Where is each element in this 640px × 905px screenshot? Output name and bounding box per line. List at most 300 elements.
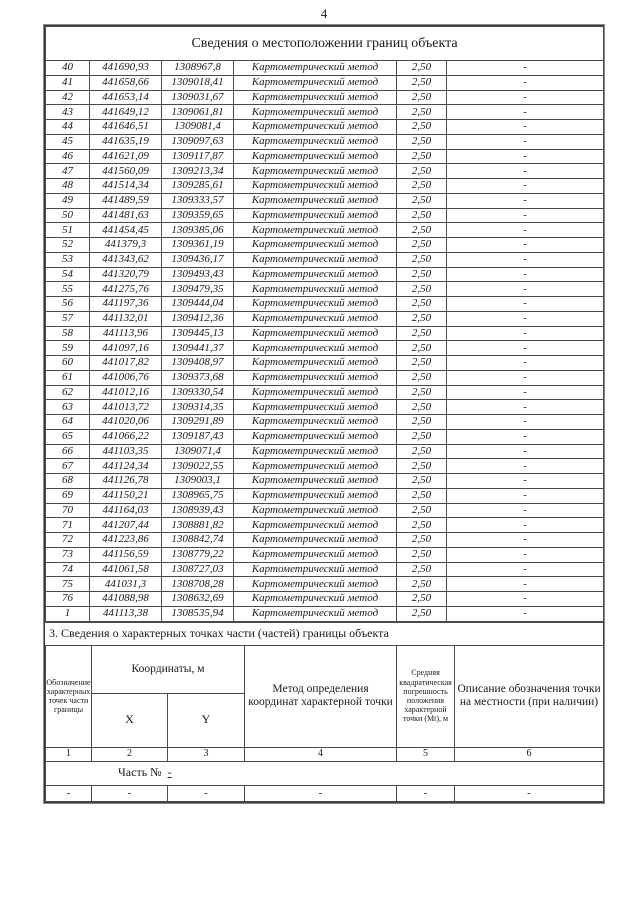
- table-cell: 2,50: [397, 326, 447, 341]
- table-cell: 2,50: [397, 474, 447, 489]
- table-cell: 2,50: [397, 179, 447, 194]
- table-cell: Картометрический метод: [234, 90, 397, 105]
- table-cell: -: [447, 488, 604, 503]
- table-cell: Картометрический метод: [234, 592, 397, 607]
- part-label: Часть №: [118, 765, 162, 780]
- table-row: [46, 134, 604, 149]
- table-cell: 441061,58: [90, 562, 162, 577]
- header-description: Описание обозначения точки на местности (при наличии): [455, 645, 604, 747]
- table-cell: 1308967,8: [162, 61, 234, 76]
- table-row: [46, 179, 604, 194]
- table-cell: 64: [46, 415, 90, 430]
- table-cell: 1309479,35: [162, 282, 234, 297]
- table-cell: 1309071,4: [162, 444, 234, 459]
- table-cell: 69: [46, 488, 90, 503]
- table-cell: 1309081,4: [162, 120, 234, 135]
- table-cell: 1309385,06: [162, 223, 234, 238]
- table-cell: 1: [46, 606, 90, 621]
- table-cell: 74: [46, 562, 90, 577]
- table-cell: -: [447, 577, 604, 592]
- table-row: [46, 415, 604, 430]
- table-cell: 2,50: [397, 149, 447, 164]
- table-row: [46, 606, 604, 621]
- table-cell: 2,50: [397, 503, 447, 518]
- header-row-top: [46, 645, 604, 693]
- table-cell: 54: [46, 267, 90, 282]
- table-cell: 441454,45: [90, 223, 162, 238]
- table-cell: 72: [46, 533, 90, 548]
- table-cell: 1309314,35: [162, 400, 234, 415]
- table-cell: 2,50: [397, 533, 447, 548]
- table-cell: 1309436,17: [162, 252, 234, 267]
- table-cell: 2,50: [397, 208, 447, 223]
- table-cell: -: [447, 370, 604, 385]
- header-x: X: [92, 693, 168, 747]
- table-cell: Картометрический метод: [234, 208, 397, 223]
- table-cell: -: [447, 474, 604, 489]
- table-cell: -: [447, 311, 604, 326]
- table-cell: 441156,59: [90, 547, 162, 562]
- table-row: [46, 252, 604, 267]
- table-cell: 66: [46, 444, 90, 459]
- table-cell: -: [447, 208, 604, 223]
- table-cell: 441017,82: [90, 356, 162, 371]
- table-cell: 441635,19: [90, 134, 162, 149]
- table-cell: Картометрический метод: [234, 459, 397, 474]
- table-cell: 2,50: [397, 341, 447, 356]
- table-cell: 1309373,68: [162, 370, 234, 385]
- table-cell: Картометрический метод: [234, 356, 397, 371]
- empty-cell: -: [168, 785, 245, 801]
- table-row: [46, 385, 604, 400]
- table-cell: Картометрический метод: [234, 606, 397, 621]
- table-cell: -: [447, 75, 604, 90]
- table-cell: 41: [46, 75, 90, 90]
- table-row: [46, 547, 604, 562]
- table-cell: 441275,76: [90, 282, 162, 297]
- boundary-points-rows: [46, 61, 604, 622]
- empty-cell: -: [397, 785, 455, 801]
- col-number: 3: [168, 747, 245, 761]
- table-cell: 1309361,19: [162, 238, 234, 253]
- table-cell: 47: [46, 164, 90, 179]
- table-cell: Картометрический метод: [234, 311, 397, 326]
- table-cell: 1309213,34: [162, 164, 234, 179]
- table-row: [46, 444, 604, 459]
- table-cell: Картометрический метод: [234, 297, 397, 312]
- table-cell: -: [447, 341, 604, 356]
- table-cell: 2,50: [397, 488, 447, 503]
- table-cell: 1309444,04: [162, 297, 234, 312]
- table-cell: 1309441,37: [162, 341, 234, 356]
- table-cell: 441150,21: [90, 488, 162, 503]
- table-cell: 1308727,03: [162, 562, 234, 577]
- table-cell: 2,50: [397, 238, 447, 253]
- table-row: [46, 474, 604, 489]
- table-cell: -: [447, 282, 604, 297]
- table-cell: 71: [46, 518, 90, 533]
- table-cell: 44: [46, 120, 90, 135]
- table-cell: 59: [46, 341, 90, 356]
- table-row: [46, 562, 604, 577]
- table-cell: 1309412,36: [162, 311, 234, 326]
- table-cell: Картометрический метод: [234, 252, 397, 267]
- table-cell: 2,50: [397, 592, 447, 607]
- table-cell: 1308881,82: [162, 518, 234, 533]
- table-cell: 2,50: [397, 444, 447, 459]
- table-row: [46, 105, 604, 120]
- table-cell: Картометрический метод: [234, 164, 397, 179]
- header-method: Метод определения координат характерной точки: [245, 645, 397, 747]
- table-cell: -: [447, 385, 604, 400]
- table-cell: 48: [46, 179, 90, 194]
- table-cell: Картометрический метод: [234, 105, 397, 120]
- table-cell: 2,50: [397, 90, 447, 105]
- table-cell: 1309022,55: [162, 459, 234, 474]
- table-cell: 2,50: [397, 120, 447, 135]
- table-cell: 1309445,13: [162, 326, 234, 341]
- table-cell: 63: [46, 400, 90, 415]
- table-cell: Картометрический метод: [234, 562, 397, 577]
- table-cell: 76: [46, 592, 90, 607]
- table-cell: -: [447, 547, 604, 562]
- table-cell: Картометрический метод: [234, 267, 397, 282]
- section2-title: Сведения о местоположении границ объекта: [46, 27, 604, 61]
- table-row: [46, 400, 604, 415]
- table-row: [46, 311, 604, 326]
- table-cell: Картометрический метод: [234, 341, 397, 356]
- table-row: [46, 164, 604, 179]
- table-cell: 441690,93: [90, 61, 162, 76]
- table-cell: 441164,03: [90, 503, 162, 518]
- table-cell: 441207,44: [90, 518, 162, 533]
- table-cell: 1309018,41: [162, 75, 234, 90]
- table-cell: 75: [46, 577, 90, 592]
- part-number-cell: [46, 761, 604, 785]
- table-cell: 55: [46, 282, 90, 297]
- table-cell: 50: [46, 208, 90, 223]
- table-cell: -: [447, 179, 604, 194]
- header-y: Y: [168, 693, 245, 747]
- table-cell: 67: [46, 459, 90, 474]
- table-cell: 441649,12: [90, 105, 162, 120]
- table-row: [46, 326, 604, 341]
- table-cell: -: [447, 252, 604, 267]
- table-cell: 1309285,61: [162, 179, 234, 194]
- table-cell: 1309187,43: [162, 429, 234, 444]
- table-cell: 441223,86: [90, 533, 162, 548]
- table-cell: -: [447, 415, 604, 430]
- table-cell: 1309493,43: [162, 267, 234, 282]
- table-cell: 441646,51: [90, 120, 162, 135]
- table-cell: Картометрический метод: [234, 193, 397, 208]
- table-cell: 1308632,69: [162, 592, 234, 607]
- table-cell: 70: [46, 503, 90, 518]
- table-cell: -: [447, 90, 604, 105]
- table-cell: Картометрический метод: [234, 120, 397, 135]
- table-cell: 441489,59: [90, 193, 162, 208]
- table-cell: 1309330,54: [162, 385, 234, 400]
- table-cell: Картометрический метод: [234, 134, 397, 149]
- table-cell: 43: [46, 105, 90, 120]
- empty-cell: -: [455, 785, 604, 801]
- table-cell: 441124,34: [90, 459, 162, 474]
- table-cell: 56: [46, 297, 90, 312]
- empty-values-row: [46, 785, 604, 801]
- table-cell: 2,50: [397, 282, 447, 297]
- document-table-block: [44, 25, 604, 803]
- table-row: [46, 149, 604, 164]
- table-cell: Картометрический метод: [234, 149, 397, 164]
- table-cell: 2,50: [397, 518, 447, 533]
- table-row: [46, 488, 604, 503]
- table-row: [46, 503, 604, 518]
- table-cell: 441113,38: [90, 606, 162, 621]
- table-cell: 1309291,89: [162, 415, 234, 430]
- table-cell: 441031,3: [90, 577, 162, 592]
- table-row: [46, 61, 604, 76]
- header-designation: Обозначение характерных точек части границы: [46, 645, 92, 747]
- table-cell: -: [447, 267, 604, 282]
- table-cell: 65: [46, 429, 90, 444]
- table-cell: 441012,16: [90, 385, 162, 400]
- table-cell: Картометрический метод: [234, 75, 397, 90]
- table-row: [46, 429, 604, 444]
- table-cell: 441006,76: [90, 370, 162, 385]
- table-cell: 441126,78: [90, 474, 162, 489]
- table-cell: 42: [46, 90, 90, 105]
- table-cell: -: [447, 533, 604, 548]
- table-cell: 2,50: [397, 164, 447, 179]
- table-cell: -: [447, 429, 604, 444]
- table-cell: 2,50: [397, 547, 447, 562]
- col-number: 6: [455, 747, 604, 761]
- table-row: [46, 297, 604, 312]
- table-cell: Картометрический метод: [234, 488, 397, 503]
- column-numbers-row: [46, 747, 604, 761]
- table-cell: Картометрический метод: [234, 238, 397, 253]
- table-cell: Картометрический метод: [234, 370, 397, 385]
- table-cell: 2,50: [397, 311, 447, 326]
- table-row: [46, 223, 604, 238]
- table-cell: 46: [46, 149, 90, 164]
- table-cell: 58: [46, 326, 90, 341]
- table-cell: 68: [46, 474, 90, 489]
- table-cell: 60: [46, 356, 90, 371]
- table-cell: -: [447, 134, 604, 149]
- table-cell: 51: [46, 223, 90, 238]
- empty-cell: -: [92, 785, 168, 801]
- table-cell: 40: [46, 61, 90, 76]
- table-cell: 441020,06: [90, 415, 162, 430]
- table-row: [46, 341, 604, 356]
- table-cell: Картометрический метод: [234, 518, 397, 533]
- part-number-row: [46, 761, 604, 785]
- table-cell: 45: [46, 134, 90, 149]
- table-cell: 2,50: [397, 193, 447, 208]
- table-cell: Картометрический метод: [234, 533, 397, 548]
- table-cell: Картометрический метод: [234, 547, 397, 562]
- table-cell: 53: [46, 252, 90, 267]
- table-cell: Картометрический метод: [234, 385, 397, 400]
- table-row: [46, 193, 604, 208]
- table-row: [46, 370, 604, 385]
- table-cell: -: [447, 400, 604, 415]
- table-row: [46, 120, 604, 135]
- table-cell: 441653,14: [90, 90, 162, 105]
- table-row: [46, 238, 604, 253]
- table-cell: Картометрический метод: [234, 503, 397, 518]
- table-cell: 2,50: [397, 429, 447, 444]
- table-cell: 1309061,81: [162, 105, 234, 120]
- table-cell: 441514,34: [90, 179, 162, 194]
- table-cell: -: [447, 105, 604, 120]
- table-cell: 2,50: [397, 400, 447, 415]
- header-coordinates: Координаты, м: [92, 645, 245, 693]
- table-cell: -: [447, 238, 604, 253]
- table-cell: -: [447, 592, 604, 607]
- table-cell: -: [447, 297, 604, 312]
- table-cell: -: [447, 356, 604, 371]
- table-cell: 57: [46, 311, 90, 326]
- part-points-table: [45, 645, 604, 802]
- table-cell: 1309333,57: [162, 193, 234, 208]
- table-row: [46, 577, 604, 592]
- table-cell: 2,50: [397, 385, 447, 400]
- table-cell: 2,50: [397, 370, 447, 385]
- header-mt-error: Средняя квадратическая погрешность положения характерной точки (Mt), м: [397, 645, 455, 747]
- table-cell: Картометрический метод: [234, 429, 397, 444]
- table-cell: Картометрический метод: [234, 282, 397, 297]
- table-cell: -: [447, 120, 604, 135]
- table-cell: 1308779,22: [162, 547, 234, 562]
- table-cell: -: [447, 444, 604, 459]
- table-cell: -: [447, 518, 604, 533]
- boundary-points-table: [45, 26, 604, 622]
- table-cell: 2,50: [397, 415, 447, 430]
- table-cell: 441132,01: [90, 311, 162, 326]
- col-number: 2: [92, 747, 168, 761]
- table-cell: 1308535,94: [162, 606, 234, 621]
- table-cell: 1308842,74: [162, 533, 234, 548]
- table-cell: 1309359,65: [162, 208, 234, 223]
- table-cell: Картометрический метод: [234, 61, 397, 76]
- table-cell: -: [447, 459, 604, 474]
- table-cell: Картометрический метод: [234, 474, 397, 489]
- col-number: 1: [46, 747, 92, 761]
- table-title-row: [46, 27, 604, 61]
- table-cell: 2,50: [397, 297, 447, 312]
- table-cell: 2,50: [397, 75, 447, 90]
- table-cell: 441088,98: [90, 592, 162, 607]
- table-cell: -: [447, 606, 604, 621]
- table-cell: 2,50: [397, 606, 447, 621]
- table-cell: 1309031,67: [162, 90, 234, 105]
- table-row: [46, 208, 604, 223]
- table-cell: -: [447, 562, 604, 577]
- empty-cell: -: [46, 785, 92, 801]
- table-cell: Картометрический метод: [234, 415, 397, 430]
- table-row: [46, 282, 604, 297]
- section3-title: 3. Сведения о характерных точках части (частей) границы объекта: [45, 622, 603, 645]
- table-cell: 2,50: [397, 223, 447, 238]
- table-row: [46, 356, 604, 371]
- part-value: -: [167, 765, 172, 780]
- table-cell: -: [447, 326, 604, 341]
- col-number: 4: [245, 747, 397, 761]
- empty-cell: -: [245, 785, 397, 801]
- table-cell: Картометрический метод: [234, 444, 397, 459]
- table-cell: 441066,22: [90, 429, 162, 444]
- table-cell: Картометрический метод: [234, 577, 397, 592]
- table-cell: 441320,79: [90, 267, 162, 282]
- table-cell: -: [447, 164, 604, 179]
- table-cell: 441113,96: [90, 326, 162, 341]
- table-cell: 441197,36: [90, 297, 162, 312]
- table-cell: Картометрический метод: [234, 326, 397, 341]
- table-cell: 2,50: [397, 134, 447, 149]
- table-cell: 441560,09: [90, 164, 162, 179]
- table-cell: 62: [46, 385, 90, 400]
- table-cell: 441343,62: [90, 252, 162, 267]
- page-number: 4: [320, 6, 328, 21]
- table-cell: 1308965,75: [162, 488, 234, 503]
- table-cell: 1309003,1: [162, 474, 234, 489]
- table-cell: 441379,3: [90, 238, 162, 253]
- table-row: [46, 75, 604, 90]
- table-row: [46, 592, 604, 607]
- table-cell: 52: [46, 238, 90, 253]
- table-cell: -: [447, 61, 604, 76]
- table-cell: 2,50: [397, 105, 447, 120]
- table-cell: 441097,16: [90, 341, 162, 356]
- table-row: [46, 533, 604, 548]
- table-cell: 2,50: [397, 252, 447, 267]
- table-cell: 2,50: [397, 562, 447, 577]
- table-cell: 2,50: [397, 356, 447, 371]
- table-cell: 2,50: [397, 577, 447, 592]
- table-cell: -: [447, 503, 604, 518]
- table-cell: 441013,72: [90, 400, 162, 415]
- table-cell: 61: [46, 370, 90, 385]
- table-cell: 441621,09: [90, 149, 162, 164]
- table-cell: 1308708,28: [162, 577, 234, 592]
- table-row: [46, 90, 604, 105]
- table-cell: 441103,35: [90, 444, 162, 459]
- table-cell: 441481,63: [90, 208, 162, 223]
- table-cell: 1309117,87: [162, 149, 234, 164]
- table-row: [46, 267, 604, 282]
- table-cell: 49: [46, 193, 90, 208]
- table-cell: Картометрический метод: [234, 400, 397, 415]
- table-cell: 1308939,43: [162, 503, 234, 518]
- table-cell: Картометрический метод: [234, 179, 397, 194]
- table-row: [46, 459, 604, 474]
- table-cell: 2,50: [397, 459, 447, 474]
- table-cell: Картометрический метод: [234, 223, 397, 238]
- table-cell: -: [447, 223, 604, 238]
- table-cell: 73: [46, 547, 90, 562]
- table-cell: -: [447, 149, 604, 164]
- table-cell: 441658,66: [90, 75, 162, 90]
- table-cell: 2,50: [397, 61, 447, 76]
- table-row: [46, 518, 604, 533]
- table-cell: -: [447, 193, 604, 208]
- table-cell: 1309097,63: [162, 134, 234, 149]
- col-number: 5: [397, 747, 455, 761]
- table-cell: 1309408,97: [162, 356, 234, 371]
- table-cell: 2,50: [397, 267, 447, 282]
